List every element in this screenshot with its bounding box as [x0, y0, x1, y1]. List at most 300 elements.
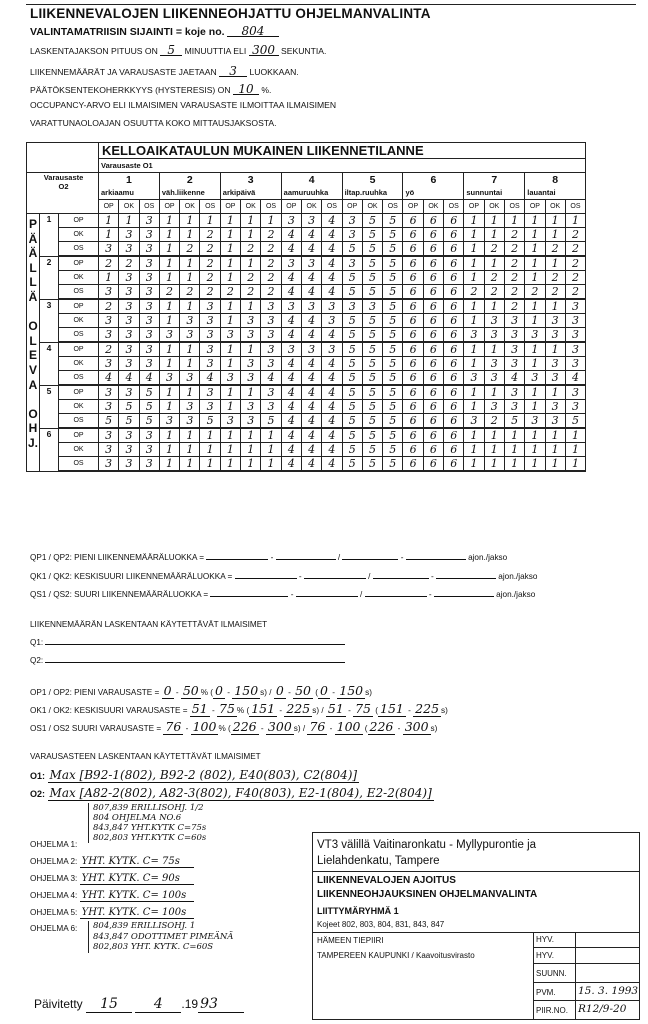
updated-day: 15 — [86, 996, 132, 1013]
matrix-cell: 5 — [362, 385, 382, 400]
matrix-cell: 4 — [139, 371, 159, 386]
matrix-cell: 5 — [383, 228, 403, 242]
matrix-cell: 1 — [159, 228, 179, 242]
matrix-cell: 5 — [362, 242, 382, 257]
op-c: 0 — [215, 683, 223, 698]
program-2-value: YHT. KYTK. C= 75s — [80, 856, 194, 868]
matrix-cell: 1 — [241, 428, 261, 443]
occupancy-note-2: VARATTUNAOLOAJAN OSUUTTA KOKO MITTAUSJAKSOSTA. — [30, 118, 277, 128]
ok-pct: % — [236, 706, 245, 715]
matrix-row — [27, 214, 586, 228]
matrix-cell: 1 — [200, 457, 220, 472]
matrix-cell: 4 — [301, 228, 321, 242]
matrix-cell: 2 — [200, 285, 220, 300]
matrix-cell: 1 — [565, 457, 585, 472]
matrix-cell: 1 — [220, 443, 240, 457]
matrix-cell: 1 — [180, 428, 200, 443]
updated-label: Päivitetty — [34, 997, 83, 1011]
os-g: 226 — [369, 719, 394, 734]
matrix-cell: 1 — [99, 214, 119, 228]
matrix-cell: 3 — [200, 328, 220, 343]
side-label-letter — [27, 304, 39, 319]
ok-b: 75 — [219, 701, 235, 716]
os-dash-3: - — [329, 724, 333, 733]
matrix-cell: 3 — [119, 328, 139, 343]
matrix-cell: 5 — [362, 271, 382, 285]
matrix-cell: 3 — [322, 299, 342, 314]
os-dash-2: - — [260, 724, 264, 733]
matrix-cell: 1 — [525, 242, 545, 257]
matrix-cell: 3 — [261, 314, 281, 328]
column-name-row — [27, 186, 586, 200]
op-dash-3: - — [288, 688, 291, 697]
os-s: s — [293, 724, 298, 733]
matrix-cell: 1 — [220, 214, 240, 228]
q2-label: Q2: — [30, 656, 44, 665]
matrix-cell: 3 — [545, 371, 565, 386]
matrix-cell: 4 — [281, 242, 301, 257]
matrix-cell: 6 — [423, 357, 443, 371]
matrix-cell: 3 — [545, 314, 565, 328]
matrix-cell: 6 — [444, 242, 464, 257]
matrix-cell: 4 — [301, 457, 321, 472]
matrix-cell: 5 — [342, 357, 362, 371]
matrix-cell: 1 — [180, 342, 200, 357]
os-s-2: s — [430, 724, 435, 733]
ok-dash: - — [211, 706, 215, 715]
qp-dash-1: - — [270, 553, 274, 562]
approved-label-2: HYV. — [536, 951, 554, 960]
program-1-note-line: 802,803 YHT.KYTK C=60s — [93, 833, 207, 843]
matrix-cell: 3 — [119, 428, 139, 443]
matrix-cell: 3 — [261, 357, 281, 371]
matrix-cell: 1 — [525, 314, 545, 328]
row-type: OK — [59, 400, 99, 414]
matrix-cell: 5 — [362, 414, 382, 429]
matrix-cell: 5 — [383, 342, 403, 357]
header-rule — [26, 4, 636, 5]
matrix-cell: 3 — [545, 414, 565, 429]
project-title: VT3 välillä Vaitinaronkatu - Myllypurontie ja — [317, 839, 537, 851]
matrix-cell: 1 — [525, 342, 545, 357]
ok-h: 225 — [415, 701, 440, 716]
column-number-row — [27, 173, 586, 187]
matrix-cell: 2 — [525, 285, 545, 300]
matrix-location-label: VALINTAMATRIISIN SIJAINTI = koje no. — [30, 26, 225, 38]
matrix-cell: 3 — [99, 428, 119, 443]
matrix-cell: 1 — [565, 443, 585, 457]
matrix-cell: 2 — [200, 271, 220, 285]
matrix-cell: 5 — [383, 428, 403, 443]
matrix-cell: 1 — [220, 400, 240, 414]
os-line: OS1 / OS2 SUURI VARAUSASTE = 76 - 100 % ( 226 - 300 s) / 76 - 100 ( 226 - 300 s) — [30, 719, 438, 734]
matrix-cell: 4 — [322, 400, 342, 414]
matrix-cell: 3 — [119, 457, 139, 472]
matrix-cell: 3 — [525, 371, 545, 386]
matrix-cell: 3 — [504, 385, 524, 400]
matrix-cell: 2 — [99, 342, 119, 357]
matrix-cell: 3 — [139, 443, 159, 457]
matrix-cell: 1 — [484, 214, 504, 228]
sub-header-row — [27, 200, 586, 214]
matrix-cell: 3 — [139, 428, 159, 443]
matrix-cell: 3 — [159, 414, 179, 429]
row-type: OS — [59, 371, 99, 386]
ok-slash: / — [321, 706, 324, 715]
matrix-cell: 5 — [362, 228, 382, 242]
program-3-line — [30, 873, 194, 885]
matrix-cell: 3 — [180, 414, 200, 429]
matrix-cell: 3 — [322, 314, 342, 328]
op-b: 50 — [182, 683, 199, 698]
o2-label — [27, 173, 99, 214]
matrix-cell: 4 — [281, 328, 301, 343]
program-6-note-line: 804,839 ERILLISOHJ. 1 — [93, 921, 196, 931]
matrix-cell: 6 — [444, 314, 464, 328]
matrix-cell: 4 — [261, 371, 281, 386]
matrix-cell: 3 — [342, 256, 362, 271]
row-type: OP — [59, 299, 99, 314]
matrix-cell: 6 — [444, 228, 464, 242]
matrix-cell: 2 — [200, 242, 220, 257]
matrix-cell: 4 — [322, 214, 342, 228]
os-pct: % — [218, 724, 226, 733]
sub-header: OP — [99, 200, 119, 214]
matrix-cell: 6 — [423, 214, 443, 228]
matrix-cell: 3 — [200, 342, 220, 357]
matrix-cell: 1 — [159, 256, 179, 271]
matrix-cell: 4 — [281, 357, 301, 371]
matrix-cell: 5 — [362, 400, 382, 414]
matrix-cell: 6 — [423, 400, 443, 414]
matrix-cell: 5 — [383, 256, 403, 271]
matrix-cell: 1 — [525, 228, 545, 242]
sub-header: OK — [241, 200, 261, 214]
o2-label: O2: — [30, 789, 46, 799]
sig-row-1 — [533, 947, 639, 948]
sub-header: OS — [444, 200, 464, 214]
matrix-cell: 2 — [464, 285, 484, 300]
matrix-row — [27, 285, 586, 300]
matrix-cell: 3 — [241, 357, 261, 371]
q1-line — [30, 638, 345, 647]
matrix-cell: 1 — [220, 228, 240, 242]
matrix-cell: 1 — [464, 443, 484, 457]
matrix-cell: 2 — [261, 228, 281, 242]
matrix-cell: 1 — [200, 443, 220, 457]
matrix-cell: 3 — [342, 214, 362, 228]
matrix-row — [27, 256, 586, 271]
matrix-cell: 3 — [342, 228, 362, 242]
matrix-row — [27, 357, 586, 371]
matrix-cell: 1 — [525, 457, 545, 472]
sub-header: OP — [342, 200, 362, 214]
date-label: PVM. — [536, 988, 556, 997]
period-seconds: 300 — [249, 45, 279, 56]
matrix-cell: 1 — [241, 342, 261, 357]
qs-line — [30, 590, 535, 599]
matrix-cell: 5 — [362, 428, 382, 443]
matrix-row — [27, 414, 586, 429]
matrix-cell: 1 — [220, 242, 240, 257]
matrix-cell: 6 — [423, 299, 443, 314]
program-6-label: OHJELMA 6: — [30, 924, 78, 933]
side-label-letter: Ä — [28, 231, 38, 246]
matrix-cell: 3 — [139, 457, 159, 472]
matrix-cell: 3 — [159, 328, 179, 343]
side-label-letter: L — [29, 333, 37, 348]
matrix-cell: 4 — [301, 414, 321, 429]
matrix-cell: 1 — [99, 271, 119, 285]
matrix-cell: 4 — [322, 443, 342, 457]
matrix-cell: 1 — [525, 385, 545, 400]
matrix-cell: 3 — [99, 242, 119, 257]
matrix-cell: 4 — [322, 228, 342, 242]
matrix-cell: 3 — [545, 357, 565, 371]
row-type: OS — [59, 414, 99, 429]
matrix-cell: 3 — [565, 299, 585, 314]
column-name: sunnuntai — [464, 186, 525, 200]
matrix-cell: 5 — [383, 242, 403, 257]
period-mid: MINUUTTIA ELI — [184, 46, 247, 56]
matrix-cell: 1 — [220, 271, 240, 285]
qp-blank-3 — [342, 559, 398, 560]
matrix-cell: 4 — [301, 443, 321, 457]
matrix-cell: 1 — [220, 457, 240, 472]
qs-dash-1: - — [290, 590, 294, 599]
matrix-cell: 1 — [159, 242, 179, 257]
matrix-cell: 1 — [220, 342, 240, 357]
matrix-cell: 1 — [220, 357, 240, 371]
ok-f: 75 — [355, 701, 371, 716]
matrix-cell: 3 — [301, 214, 321, 228]
matrix-cell: 1 — [159, 271, 179, 285]
matrix-cell: 2 — [261, 271, 281, 285]
matrix-cell: 5 — [362, 314, 382, 328]
matrix-cell: 3 — [261, 385, 281, 400]
o2-line — [30, 786, 434, 800]
matrix-cell: 6 — [403, 457, 423, 472]
matrix-cell: 5 — [342, 314, 362, 328]
matrix-cell: 5 — [342, 271, 362, 285]
date-value: 15. 3. 1993 — [578, 985, 639, 997]
matrix-cell: 4 — [301, 400, 321, 414]
column-number: 2 — [159, 173, 220, 187]
matrix-cell: 6 — [403, 428, 423, 443]
matrix-cell: 3 — [200, 357, 220, 371]
matrix-cell: 3 — [261, 299, 281, 314]
matrix-cell: 3 — [545, 328, 565, 343]
matrix-cell: 5 — [362, 342, 382, 357]
matrix-cell: 5 — [99, 414, 119, 429]
matrix-cell: 6 — [444, 342, 464, 357]
matrix-cell: 5 — [383, 400, 403, 414]
sig-row-3 — [533, 982, 639, 983]
column-name: väh.liikenne — [159, 186, 220, 200]
matrix-cell: 3 — [261, 328, 281, 343]
matrix-cell: 1 — [545, 214, 565, 228]
matrix-cell: 3 — [504, 328, 524, 343]
matrix-cell: 5 — [383, 457, 403, 472]
program-5-label: OHJELMA 5: — [30, 908, 78, 917]
os-h: 300 — [404, 719, 429, 734]
matrix-cell: 4 — [281, 228, 301, 242]
group-number: 6 — [40, 428, 59, 471]
matrix-cell: 6 — [444, 328, 464, 343]
matrix-cell: 2 — [565, 285, 585, 300]
matrix-cell: 1 — [545, 299, 565, 314]
o2-value: Max [A82-2(802), A82-3(802), F40(803), E2-1(804), E2-2(804)] — [49, 786, 432, 800]
side-label-letter: Ä — [28, 246, 38, 261]
matrix-cell: 1 — [119, 214, 139, 228]
matrix-cell: 1 — [220, 299, 240, 314]
qp-blank-4 — [406, 559, 466, 560]
matrix-cell: 6 — [444, 400, 464, 414]
classes-label: LIIKENNEMÄÄRÄT JA VARAUSASTE JAETAAN — [30, 67, 217, 77]
matrix-cell: 5 — [362, 371, 382, 386]
matrix-cell: 1 — [525, 428, 545, 443]
matrix-cell: 5 — [362, 285, 382, 300]
matrix-cell: 1 — [99, 228, 119, 242]
matrix-cell: 6 — [444, 443, 464, 457]
matrix-cell: 1 — [464, 228, 484, 242]
intersection-group: LIITTYMÄRYHMÄ 1 — [317, 906, 399, 916]
matrix-cell: 2 — [565, 242, 585, 257]
matrix-cell: 1 — [159, 385, 179, 400]
matrix-cell: 6 — [423, 428, 443, 443]
op-pct: % — [200, 688, 209, 697]
matrix-cell: 6 — [403, 328, 423, 343]
matrix-cell: 5 — [342, 342, 362, 357]
matrix-cell: 6 — [403, 371, 423, 386]
qk-blank-3 — [373, 578, 429, 579]
ok-e: 51 — [327, 701, 344, 716]
matrix-cell: 1 — [484, 299, 504, 314]
matrix-cell: 1 — [261, 443, 281, 457]
sub-header: OK — [119, 200, 139, 214]
qs-blank-1 — [210, 596, 288, 597]
matrix-cell: 5 — [200, 414, 220, 429]
sub-header: OS — [565, 200, 585, 214]
matrix-cell: 4 — [281, 385, 301, 400]
matrix-cell: 2 — [504, 242, 524, 257]
matrix-cell: 1 — [525, 357, 545, 371]
matrix-cell: 4 — [119, 371, 139, 386]
matrix-cell: 1 — [464, 400, 484, 414]
matrix-cell: 5 — [362, 357, 382, 371]
program-1-note-line: 804 OHJELMA NO.6 — [93, 813, 182, 823]
sub-header: OS — [322, 200, 342, 214]
q-detectors-heading: LIIKENNEMÄÄRÄN LASKENTAAN KÄYTETTÄVÄT ILMAISIMET — [30, 620, 268, 629]
group-number: 3 — [40, 299, 59, 342]
matrix-cell: 5 — [139, 414, 159, 429]
matrix-cell: 2 — [220, 285, 240, 300]
matrix-cell: 1 — [545, 256, 565, 271]
matrix-cell: 1 — [565, 214, 585, 228]
matrix-cell: 1 — [484, 457, 504, 472]
matrix-cell: 1 — [261, 457, 281, 472]
qs-blank-2 — [296, 596, 358, 597]
row-type: OS — [59, 242, 99, 257]
matrix-cell: 3 — [362, 299, 382, 314]
project-location: Lielahdenkatu, Tampere — [317, 855, 440, 867]
qs-blank-3 — [365, 596, 427, 597]
matrix-cell: 6 — [423, 242, 443, 257]
matrix-cell: 3 — [119, 285, 139, 300]
matrix-cell: 4 — [301, 371, 321, 386]
column-number: 8 — [525, 173, 586, 187]
matrix-cell: 3 — [99, 385, 119, 400]
matrix-cell: 2 — [484, 271, 504, 285]
matrix-cell: 5 — [383, 328, 403, 343]
matrix-cell: 2 — [565, 271, 585, 285]
os-dash-4: - — [397, 724, 401, 733]
matrix-cell: 1 — [545, 228, 565, 242]
matrix-cell: 1 — [464, 385, 484, 400]
title-block — [312, 832, 640, 1020]
matrix-cell: 4 — [301, 242, 321, 257]
matrix-cell: 2 — [484, 242, 504, 257]
matrix-cell: 1 — [464, 271, 484, 285]
matrix-cell: 3 — [200, 385, 220, 400]
program-6-note-line: 802,803 YHT. KYTK. C=60S — [93, 942, 214, 952]
sub-header: OK — [362, 200, 382, 214]
matrix-cell: 3 — [200, 314, 220, 328]
qs-slash: / — [360, 590, 363, 599]
row-type: OK — [59, 314, 99, 328]
matrix-cell: 1 — [525, 271, 545, 285]
matrix-cell: 2 — [200, 256, 220, 271]
matrix-cell: 5 — [383, 371, 403, 386]
matrix-cell: 2 — [200, 228, 220, 242]
matrix-cell: 3 — [484, 357, 504, 371]
ok-line: OK1 / OK2: KESKISUURI VARAUSASTE = 51 - 75 % ( 151 - 225 s) / 51 - 75 ( 151 - 225 s) — [30, 701, 448, 716]
matrix-cell: 3 — [200, 400, 220, 414]
matrix-cell: 3 — [525, 414, 545, 429]
signature-col-divider-2 — [575, 932, 576, 1019]
matrix-cell: 1 — [241, 457, 261, 472]
matrix-cell: 3 — [180, 371, 200, 386]
matrix-cell: 2 — [261, 242, 281, 257]
matrix-cell: 1 — [464, 299, 484, 314]
q1-blank — [45, 644, 345, 645]
op-dash-2: - — [227, 688, 231, 697]
matrix-cell: 3 — [99, 443, 119, 457]
os-f: 100 — [336, 719, 361, 734]
row-type: OP — [59, 256, 99, 271]
matrix-cell: 4 — [301, 328, 321, 343]
side-label-letter: A — [28, 377, 38, 392]
side-label-letter: O — [28, 319, 38, 334]
column-number: 5 — [342, 173, 403, 187]
row-type: OK — [59, 228, 99, 242]
qp-unit: ajon./jakso — [468, 553, 508, 562]
ok-dash-2: - — [279, 706, 283, 715]
matrix-cell: 3 — [139, 242, 159, 257]
matrix-cell: 3 — [241, 414, 261, 429]
matrix-cell: 2 — [504, 228, 524, 242]
os-c: 226 — [232, 719, 257, 734]
matrix-cell: 1 — [525, 256, 545, 271]
matrix-cell: 1 — [241, 299, 261, 314]
matrix-cell: 6 — [423, 256, 443, 271]
matrix-cell: 5 — [383, 443, 403, 457]
matrix-cell: 3 — [504, 357, 524, 371]
matrix-cell: 6 — [423, 328, 443, 343]
page-title: LIIKENNEVALOJEN LIIKENNEOHJATTU OHJELMANVALINTA — [30, 6, 431, 21]
matrix-cell: 1 — [464, 214, 484, 228]
matrix-cell: 4 — [281, 314, 301, 328]
